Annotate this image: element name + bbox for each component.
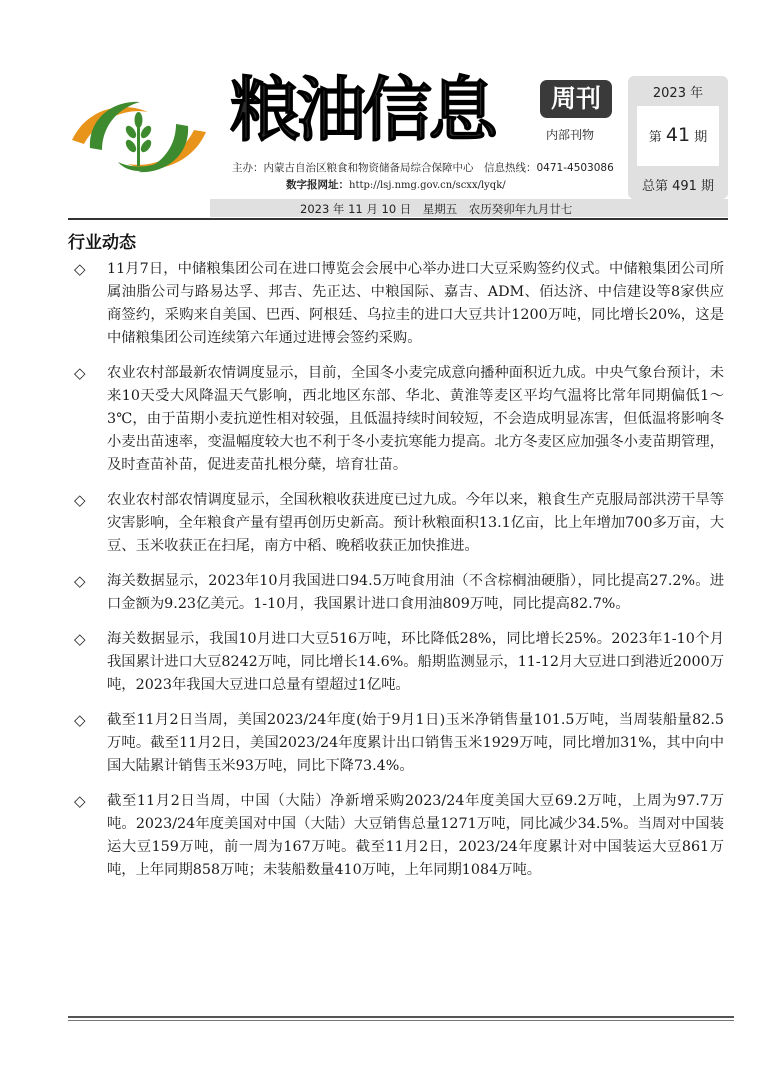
section-title: 行业动态 <box>68 233 136 253</box>
website-url[interactable]: http://lsj.nmg.gov.cn/scxx/lyqk/ <box>349 180 506 191</box>
news-item <box>74 570 724 616</box>
issue-number-box <box>637 106 719 166</box>
weekly-badge: 周刊 <box>540 80 612 118</box>
news-item-text: 海关数据显示，我国10月进口大豆516万吨，环比降低28%，同比增长25%。2023年1-10个月我国累计进口大豆8242万吨，同比增长14.6%。船期监测显示，11-12月大豆进口到港近2000万吨，2023年我国大豆进口总量有望超过1亿吨。 <box>107 631 724 693</box>
total-issue: 总第 491 期 <box>641 179 715 194</box>
footer-divider-thin <box>68 1020 734 1021</box>
news-item <box>74 258 724 350</box>
masthead-title: 粮油信息 <box>230 69 494 151</box>
news-item-text: 农业农村部最新农情调度显示，目前，全国冬小麦完成意向播种面积近九成。中央气象台预计，未来10天受大风降温天气影响，西北地区东部、华北、黄淮等麦区平均气温将比常年同期偏低1～3℃，由于苗期小麦抗逆性相对较强，且低温持续时间较短，不会造成明显冻害，但低温将影响冬小麦出苗速率，变温幅度较大也不利于冬小麦抗寒能力提高。北方冬麦区应加强冬小麦苗期管理，及时查苗补苗，促进麦苗扎根分蘖，培育壮苗。 <box>107 365 724 473</box>
date-line: 2023 年 11 月 10 日 星期五 农历癸卯年九月廿七 <box>300 202 573 216</box>
issue-number: 41 <box>665 124 691 146</box>
issue-suffix: 期 <box>694 130 708 145</box>
date-bar <box>210 199 728 217</box>
diamond-bullet-icon: ◇ <box>74 260 86 278</box>
diamond-bullet-icon: ◇ <box>74 792 86 810</box>
diamond-bullet-icon: ◇ <box>74 630 86 648</box>
news-item-text: 截至11月2日当周，中国（大陆）净新增采购2023/24年度美国大豆69.2万吨，上周为97.7万吨。2023/24年度美国对中国（大陆）大豆销售总量1271万吨，同比减少34.5%。当周对中国装运大豆159万吨，前一周为167万吨。截至11月2日，2023/24年度累计对中国装运大豆861万吨，上年同期858万吨；未装船数量410万吨，上年同期1084万吨。 <box>107 793 724 878</box>
website-line <box>286 177 506 192</box>
news-item <box>74 489 724 558</box>
news-item-text: 农业农村部农情调度显示，全国秋粮收获进度已过九成。今年以来，粮食生产克服局部洪涝干旱等灾害影响，全年粮食产量有望再创历史新高。预计秋粮面积13.1亿亩，比上年增加700多万亩，大豆、玉米收获正在扫尾，南方中稻、晚稻收获正加快推进。 <box>107 492 724 554</box>
header-divider <box>68 218 728 220</box>
diamond-bullet-icon: ◇ <box>74 364 86 382</box>
issue-number-line <box>637 124 719 146</box>
diamond-bullet-icon: ◇ <box>74 491 86 509</box>
internal-label: 内部刊物 <box>546 128 595 142</box>
wheat-logo-icon <box>68 92 210 182</box>
news-item <box>74 628 724 697</box>
news-item-text: 截至11月2日当周，美国2023/24年度(始于9月1日)玉米净销售量101.5万吨，当周装船量82.5万吨。截至11月2日，美国2023/24年度累计出口销售玉米1929万吨，同比增加31%，其中向中国大陆累计销售玉米93万吨，同比下降73.4%。 <box>107 712 724 774</box>
footer-divider <box>68 1016 734 1018</box>
news-item <box>74 362 724 477</box>
news-item-text: 海关数据显示，2023年10月我国进口94.5万吨食用油（不含棕榈油硬脂），同比提高27.2%。进口金额为9.23亿美元。1-10月，我国累计进口食用油809万吨，同比提高82.7%。 <box>107 573 724 612</box>
issue-panel <box>628 76 728 199</box>
issue-year: 2023 年 <box>652 86 704 101</box>
news-item <box>74 709 724 778</box>
issue-prefix: 第 <box>648 130 662 145</box>
diamond-bullet-icon: ◇ <box>74 572 86 590</box>
sponsor-line: 主办：内蒙古自治区粮食和物资储备局综合保障中心 信息热线：0471-4503086 <box>232 162 614 174</box>
website-label: 数字报网址： <box>286 179 349 191</box>
news-item-text: 11月7日，中储粮集团公司在进口博览会会展中心举办进口大豆采购签约仪式。中储粮集团公司所属油脂公司与路易达孚、邦吉、先正达、中粮国际、嘉吉、ADM、佰达济、中信建设等8家供应商签约，采购来自美国、巴西、阿根廷、乌拉圭的进口大豆共计1200万吨，同比增长20%，这是中储粮集团公司连续第六年通过进博会签约采购。 <box>107 261 724 346</box>
diamond-bullet-icon: ◇ <box>74 711 86 729</box>
news-list <box>74 258 724 882</box>
news-item <box>74 790 724 882</box>
